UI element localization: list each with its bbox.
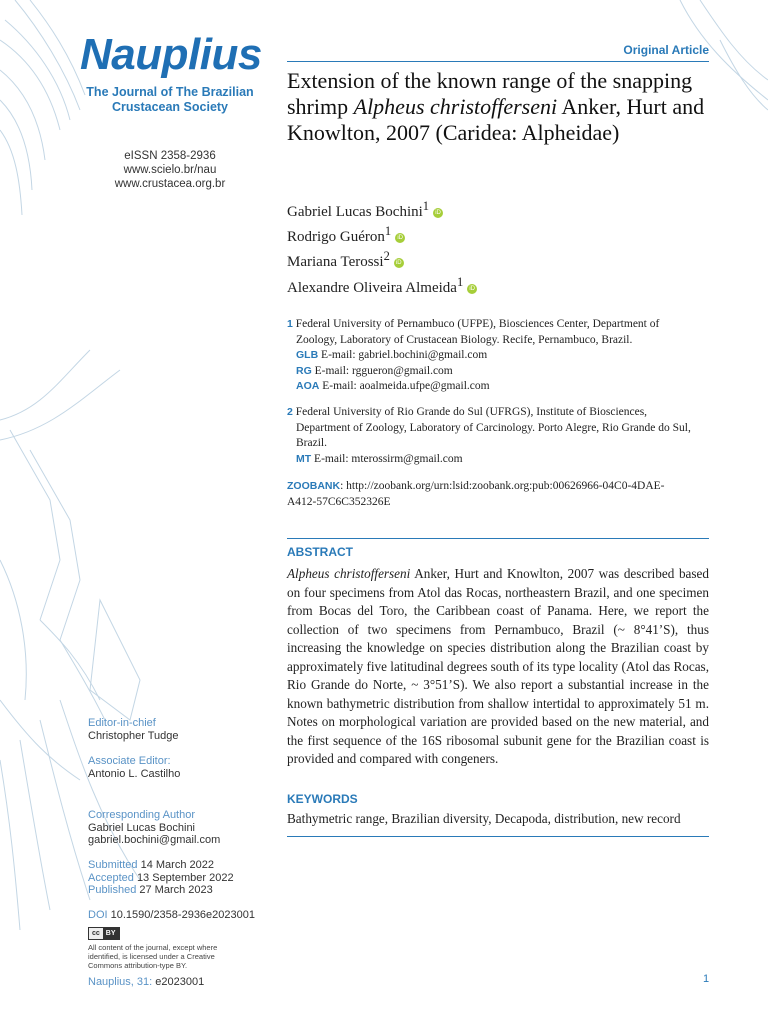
abstract-heading: ABSTRACT — [287, 545, 353, 559]
published-label: Published — [88, 884, 137, 896]
contact-tag: RG — [296, 364, 312, 377]
contact-email[interactable]: E-mail: mterossirm@gmail.com — [314, 452, 463, 465]
submitted-date: 14 March 2022 — [140, 859, 214, 871]
orcid-icon[interactable]: iD — [467, 284, 477, 294]
corresponding-author — [88, 809, 220, 847]
journal-sidebar — [0, 0, 270, 1024]
associate-editor-name: Antonio L. Castilho — [88, 767, 181, 780]
accepted-label: Accepted — [88, 871, 134, 884]
citation-id: e2023001 — [155, 976, 205, 988]
abstract-species: Alpheus christofferseni — [287, 566, 411, 581]
journal-url-scielo[interactable]: www.scielo.br/nau — [123, 164, 217, 176]
affiliation-line: Federal University of Pernambuco (UFPE), Biosciences Center, Department of — [295, 318, 660, 330]
article-dates — [88, 859, 234, 897]
author-affiliation-sup: 2 — [383, 249, 390, 263]
associate-editor-label: Associate Editor: — [88, 755, 171, 767]
cc-by-badge[interactable] — [88, 927, 120, 940]
author-4 — [287, 275, 477, 297]
page-number: 1 — [703, 973, 710, 985]
doi-value[interactable]: 10.1590/2358-2936e2023001 — [110, 909, 255, 921]
author-affiliation-sup: 1 — [456, 275, 464, 289]
abstract-rule — [287, 538, 709, 539]
affiliation-2 — [287, 405, 712, 467]
journal-url-crustacea[interactable]: www.crustacea.org.br — [114, 178, 226, 190]
editor-in-chief-label: Editor-in-chief — [88, 717, 156, 729]
author-affiliation-sup: 1 — [384, 224, 392, 238]
keywords-rule — [287, 836, 709, 837]
article-title — [287, 68, 707, 146]
corresponding-author-label: Corresponding Author — [88, 809, 196, 821]
contact-tag: AOA — [296, 380, 320, 392]
corresponding-author-name: Gabriel Lucas Bochini — [88, 821, 196, 834]
license-block — [88, 926, 238, 970]
author-name: Gabriel Lucas Bochini — [287, 204, 423, 220]
zoobank-label: ZOOBANK — [287, 480, 341, 492]
submitted-label: Submitted — [88, 859, 138, 871]
affiliation-number: 1 — [287, 318, 293, 330]
journal-identifiers — [70, 149, 270, 191]
affiliation-line: Department of Zoology, Laboratory of Carcinology. Porto Alegre, Rio Grande do Sul, — [296, 421, 691, 434]
title-part-1: Extension of the known range of the snapping shrimp — [287, 68, 693, 119]
cc-icon: cc — [89, 928, 103, 939]
editor-in-chief-name: Christopher Tudge — [88, 729, 179, 742]
journal-subtitle: The Journal of The Brazilian Crustacean Society — [86, 85, 254, 114]
affiliation-line: Zoology, Laboratory of Crustacean Biology. Recife, Pernambuco, Brazil. — [296, 333, 633, 346]
author-name: Mariana Terossi — [287, 254, 384, 270]
orcid-icon[interactable]: iD — [433, 208, 443, 218]
zoobank-link-cont[interactable]: A412-57C6C352326E — [287, 495, 391, 508]
abstract-text — [287, 565, 709, 769]
contact-email[interactable]: E-mail: rggueron@gmail.com — [314, 364, 453, 377]
citation — [88, 976, 204, 989]
contact-tag: MT — [296, 452, 312, 465]
keywords-text: Bathymetric range, Brazilian diversity, Decapoda, distribution, new record — [287, 811, 681, 826]
article-type: Original Article — [623, 43, 709, 57]
corresponding-author-email[interactable]: gabriel.bochini@gmail.com — [88, 834, 221, 846]
published-date: 27 March 2023 — [139, 884, 213, 896]
title-species: Alpheus christofferseni — [353, 94, 558, 119]
doi-label: DOI — [88, 909, 108, 921]
editor-in-chief — [88, 717, 179, 742]
associate-editor — [88, 755, 180, 780]
orcid-icon[interactable]: iD — [394, 258, 404, 268]
by-icon: BY — [103, 928, 119, 939]
author-name: Rodrigo Guéron — [287, 229, 385, 245]
license-text: All content of the journal, except where identified, is licensed under a Creative Commons attribution-type BY. — [88, 943, 218, 970]
contact-email[interactable]: E-mail: aoalmeida.ufpe@gmail.com — [322, 380, 490, 392]
eissn: eISSN 2358-2936 — [124, 150, 216, 162]
author-2 — [287, 224, 405, 246]
header-rule — [287, 61, 709, 62]
keywords-heading: KEYWORDS — [287, 792, 358, 806]
contact-tag: GLB — [296, 349, 319, 361]
zoobank-link[interactable]: : http://zoobank.org/urn:lsid:zoobank.org:pub:00626966-04C0-4DAE- — [340, 480, 665, 492]
affiliation-number: 2 — [287, 406, 293, 418]
affiliation-1 — [287, 317, 712, 395]
affiliation-line: Brazil. — [296, 437, 327, 449]
author-name: Alexandre Oliveira Almeida — [287, 280, 457, 296]
contact-email[interactable]: E-mail: gabriel.bochini@gmail.com — [321, 349, 488, 361]
abstract-body: Anker, Hurt and Knowlton, 2007 was described based on four specimens from Atol das Rocas, northeastern Brazil, and one specimen from Bocas del Toro, the Caribbean coast of Panama. Here, we report the collection of two specimens from Pernambuco, Brazil (~ 8°41’S), thus increasing the knowledge on species distribution along the Brazilian coast by approximately five latitudinal degrees south of its type locality (Atol das Rocas, Rio Grande do Norte, ~ 3°51’S). We also report a substantial increase in the known bathymetric distribution from shallow intertidal to approximately 51 m. Notes on morphological variation are provided based on the new material, and the first sequence of the 16S ribosomal subunit gene for the Brazilian coast is provided and compared with congeners. — [287, 566, 709, 766]
orcid-icon[interactable]: iD — [395, 233, 405, 243]
author-affiliation-sup: 1 — [422, 199, 430, 213]
citation-journal: Nauplius, 31: — [88, 976, 153, 988]
author-3 — [287, 249, 404, 271]
title-part-2: Anker, Hurt and Knowlton, 2007 (Caridea: Alpheidae) — [287, 94, 705, 145]
doi — [88, 909, 255, 922]
zoobank — [287, 479, 712, 510]
author-1 — [287, 199, 443, 221]
affiliation-line: Federal University of Rio Grande do Sul (UFRGS), Institute of Biosciences, — [295, 406, 648, 418]
journal-logo: Nauplius — [80, 30, 262, 79]
accepted-date: 13 September 2022 — [136, 871, 234, 884]
